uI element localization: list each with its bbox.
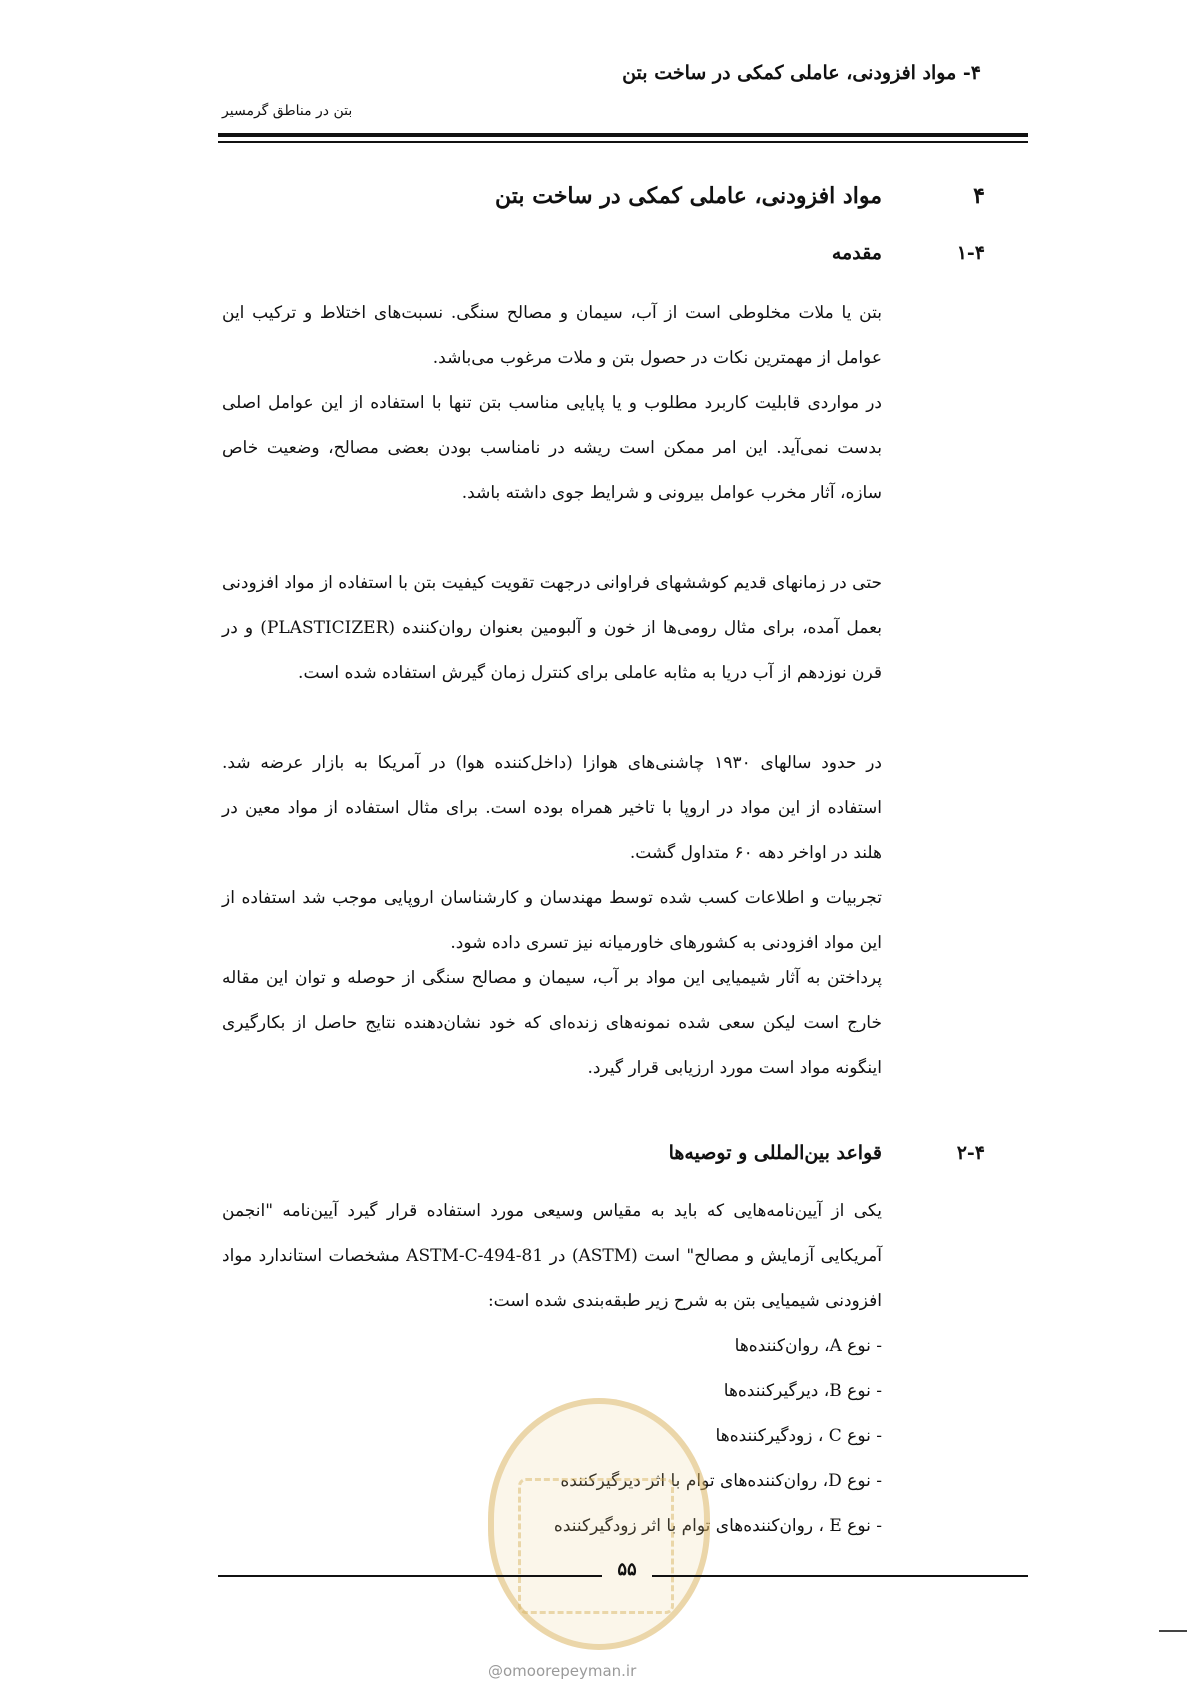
watermark-text: @omoorepeyman.ir	[488, 1662, 637, 1680]
chapter-title: مواد افزودنی، عاملی کمکی در ساخت بتن	[495, 183, 882, 209]
intro-paragraph-1: بتن یا ملات مخلوطی است از آب، سیمان و مصالح سنگی. نسبت‌های اختلاط و ترکیب این عوامل از مهمترین نکات در حصول بتن و ملات مرغوب می‌باشد.	[222, 303, 882, 368]
chapter-number: ۴	[973, 183, 985, 209]
edge-mark	[1159, 1630, 1187, 1632]
section2-number: ۲-۴	[956, 1142, 985, 1164]
footer-rule-right	[652, 1575, 1028, 1577]
list-item: - نوع A، روان‌کننده‌ها	[734, 1336, 882, 1356]
page-number: ۵۵	[617, 1559, 637, 1580]
standards-paragraph: یکی از آیین‌نامه‌هایی که باید به مقیاس وسیعی مورد استفاده قرار گیرد آیین‌نامه "انجمن آمریکایی آزمایش و مصالح" است (ASTM) در ASTM-C-494-81 مشخصات استاندارد مواد افزودنی شیمیایی بتن به شرح زیر طبقه‌بندی شده است:	[222, 1201, 882, 1311]
stamp-seal-inner	[518, 1478, 674, 1614]
header-rule-thin	[218, 141, 1028, 143]
intro-paragraph-6: پرداختن به آثار شیمیایی این مواد بر آب، سیمان و مصالح سنگی از حوصله و توان این مقاله خارج است لیکن سعی شده نمونه‌های زنده‌ای که خود نشان‌دهنده نتایج حاصل از بکارگیری اینگونه مواد است مورد ارزیابی قرار گیرد.	[222, 968, 882, 1078]
intro-paragraph-3: حتی در زمانهای قدیم کوششهای فراوانی درجهت تقویت کیفیت بتن با استفاده از مواد افزودنی بعمل آمده، برای مثال رومی‌ها از خون و آلبومین بعنوان روان‌کننده (PLASTICIZER) و در قرن نوزدهم از آب دریا به مثابه عاملی برای کنترل زمان گیرش استفاده شده است.	[222, 573, 883, 683]
intro-paragraph-5: تجربیات و اطلاعات کسب شده توسط مهندسان و کارشناسان اروپایی موجب شد استفاده از این مواد افزودنی به کشورهای خاورمیانه نیز تسری داده شود.	[222, 888, 882, 953]
list-item: - نوع D، روان‌کننده‌های توام با اثر دیرگیرکننده	[560, 1471, 882, 1491]
list-item: - نوع E ، روان‌کننده‌های توام با اثر زودگیرکننده	[553, 1516, 882, 1536]
footer-rule-left	[218, 1575, 602, 1577]
running-header-chapter: ۴- مواد افزودنی، عاملی کمکی در ساخت بتن	[622, 62, 981, 84]
list-item: - نوع B، دیرگیرکننده‌ها	[723, 1381, 882, 1401]
intro-paragraph-2: در مواردی قابلیت کاربرد مطلوب و یا پایایی مناسب بتن تنها با استفاده از این عوامل اصلی بدست نمی‌آید. این امر ممکن است ریشه در نامناسب بودن بعضی مصالح، وضعیت خاص سازه، آثار مخرب عوامل بیرونی و شرایط جوی داشته باشد.	[222, 393, 882, 503]
list-item: - نوع C ، زودگیرکننده‌ها	[715, 1426, 882, 1446]
running-header-book: بتن در مناطق گرمسیر	[222, 103, 353, 119]
header-rule-thick	[218, 133, 1028, 137]
section1-title: مقدمه	[831, 242, 882, 264]
intro-paragraph-4: در حدود سالهای ۱۹۳۰ چاشنی‌های هوازا (داخل‌کننده هوا) در آمریکا به بازار عرضه شد. استفاده از این مواد در اروپا با تاخیر همراه بوده است. برای مثال استفاده از مواد معین در هلند در اواخر دهه ۶۰ متداول گشت.	[222, 753, 882, 863]
section1-number: ۱-۴	[956, 242, 985, 264]
section2-title: قواعد بین‌المللی و توصیه‌ها	[668, 1142, 882, 1164]
